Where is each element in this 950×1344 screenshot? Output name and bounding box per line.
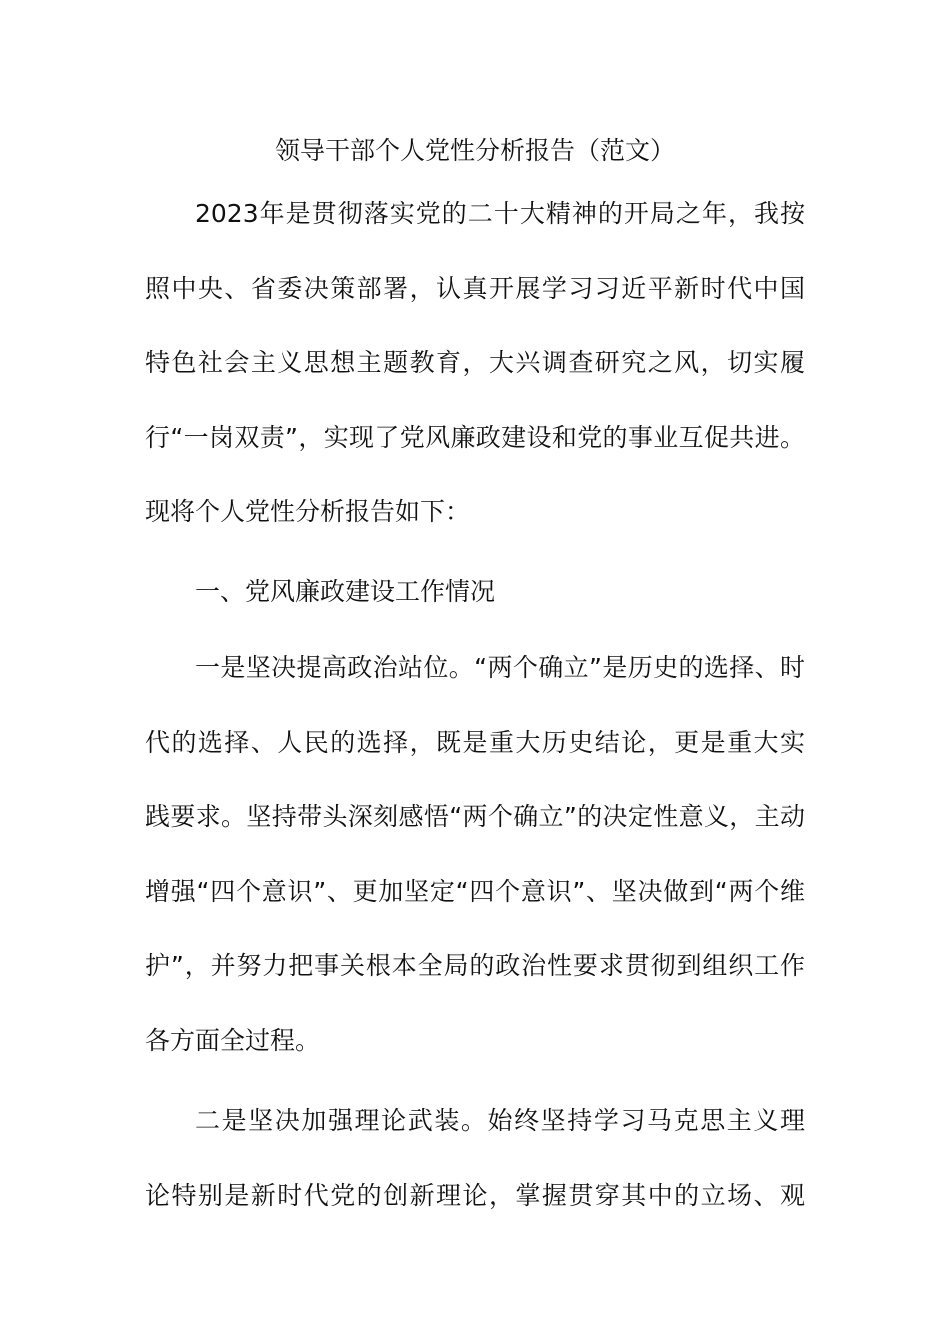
paragraph-line: 一是坚决提高政治站位。“两个确立”是历史的选择、时 <box>195 653 805 682</box>
paragraph-line: 特色社会主义思想主题教育，大兴调查研究之风，切实履 <box>145 348 805 377</box>
paragraph-line: 践要求。坚持带头深刻感悟“两个确立”的决定性意义，主动 <box>145 802 805 831</box>
paragraph-line: 二是坚决加强理论武装。始终坚持学习马克思主义理 <box>195 1106 805 1135</box>
paragraph-line: 各方面全过程。 <box>145 1026 321 1055</box>
paragraph-line: 行“一岗双责”，实现了党风廉政建设和党的事业互促共进。 <box>145 423 805 452</box>
paragraph-line: 现将个人党性分析报告如下： <box>145 497 471 526</box>
paragraph-line: 护”，并努力把事关根本全局的政治性要求贯彻到组织工作 <box>145 951 805 980</box>
paragraph-line: 2023年是贯彻落实党的二十大精神的开局之年，我按 <box>195 199 805 228</box>
section-heading: 一、党风廉政建设工作情况 <box>195 577 496 606</box>
paragraph-line: 增强“四个意识”、更加坚定“四个意识”、坚决做到“两个维 <box>145 877 805 906</box>
paragraph-line: 论特别是新时代党的创新理论，掌握贯穿其中的立场、观 <box>145 1181 805 1210</box>
paragraph-line: 代的选择、人民的选择，既是重大历史结论，更是重大实 <box>145 728 805 757</box>
document-title: 领导干部个人党性分析报告（范文） <box>274 136 675 165</box>
paragraph-line: 照中央、省委决策部署，认真开展学习习近平新时代中国 <box>145 274 805 303</box>
